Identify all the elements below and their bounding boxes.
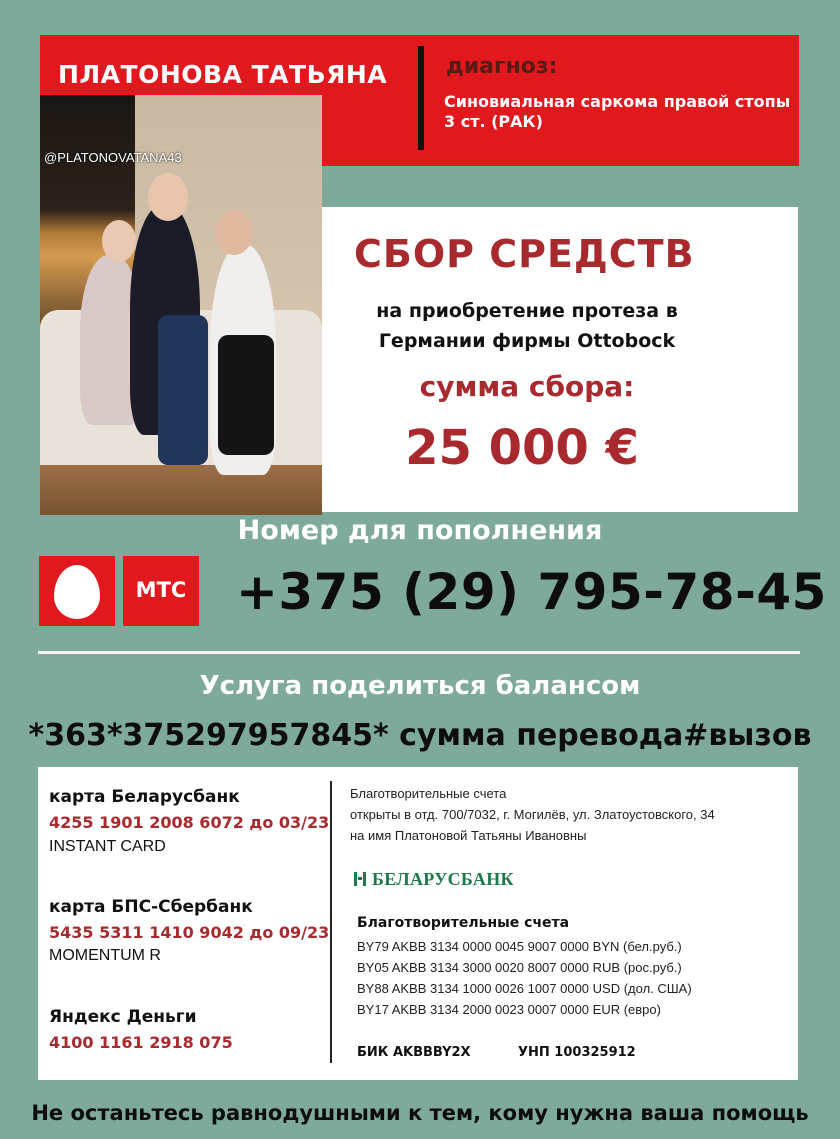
card-number-belarusbank[interactable]: 4255 1901 2008 6072 до 03/23	[49, 813, 330, 832]
photo-person-right-head	[215, 210, 253, 255]
egg-icon	[54, 565, 100, 619]
accounts-list	[357, 936, 692, 1020]
accounts-note-line3: на имя Платоновой Татьяны Ивановны	[350, 828, 587, 843]
header-divider	[418, 46, 424, 150]
accounts-note	[350, 783, 795, 846]
phone-number[interactable]: +375 (29) 795-78-45	[236, 563, 827, 621]
mts-egg-logo	[39, 556, 115, 626]
fundraiser-purpose-line2: Германии фирмы Ottobock	[378, 330, 676, 352]
accounts-note-line1: Благотворительные счета	[350, 786, 507, 801]
accounts-note-line2: открыты в отд. 700/7032, г. Могилёв, ул. Златоустовского, 34	[350, 807, 715, 822]
belarusbank-logo-text: БЕЛАРУСБАНК	[372, 869, 514, 889]
patient-name: ПЛАТОНОВА ТАТЬЯНА	[58, 60, 388, 89]
bik-code: БИК AKBBBY2X	[357, 1045, 471, 1060]
card-title-yandex: Яндекс Деньги	[49, 1007, 197, 1027]
photo-watermark: @PLATONOVATANA43	[44, 150, 182, 165]
card-type-bps: MOMENTUM R	[49, 947, 161, 964]
photo-person-left-head	[102, 220, 136, 262]
fundraiser-purpose-line1: на приобретение протеза в	[376, 300, 678, 322]
unp-code: УНП 100325912	[518, 1045, 636, 1060]
card-number-bps[interactable]: 5435 5311 1410 9042 до 09/23	[49, 923, 330, 942]
share-balance-title: Услуга поделиться балансом	[199, 671, 641, 701]
topup-title: Номер для пополнения	[237, 515, 603, 546]
belarusbank-mark-icon	[354, 872, 366, 886]
section-divider	[38, 651, 800, 654]
photo-floor	[40, 465, 322, 515]
photo-person-center-legs	[158, 315, 208, 465]
sum-value: 25 000 €	[405, 420, 639, 476]
account-eur[interactable]: BY17 AKBB 3134 2000 0023 0007 0000 EUR (евро)	[357, 1002, 661, 1017]
photo-person-center-head	[148, 173, 188, 221]
photo-person-right-legs	[218, 335, 274, 455]
footer-appeal: Не останьтесь равнодушными к тем, кому нужна ваша помощь	[31, 1101, 809, 1125]
diagnosis-label: диагноз:	[446, 54, 558, 79]
sum-label: сумма сбора:	[419, 370, 635, 403]
mts-text-logo	[123, 556, 199, 626]
belarusbank-logo	[354, 869, 514, 890]
ussd-code[interactable]: *363*375297957845* сумма перевода#вызов	[28, 718, 812, 753]
account-usd[interactable]: BY88 AKBB 3134 1000 0026 1007 0000 USD (дол. США)	[357, 981, 692, 996]
account-byn[interactable]: BY79 AKBB 3134 0000 0045 9007 0000 BYN (бел.руб.)	[357, 939, 682, 954]
fundraiser-purpose	[322, 296, 732, 356]
card-number-yandex[interactable]: 4100 1161 2918 075	[49, 1033, 233, 1052]
diagnosis-text: Синовиальная саркома правой стопы 3 ст. (РАК)	[444, 92, 791, 131]
card-title-belarusbank: карта Беларусбанк	[49, 787, 240, 807]
account-rub[interactable]: BY05 AKBB 3134 3000 0020 8007 0000 RUB (рос.руб.)	[357, 960, 682, 975]
accounts-heading: Благотворительные счета	[357, 915, 570, 931]
mts-logo-text: МТС	[135, 578, 187, 602]
card-title-bps: карта БПС-Сбербанк	[49, 897, 253, 917]
fundraiser-title: СБОР СРЕДСТВ	[354, 232, 695, 276]
bank-panel-divider	[330, 781, 332, 1063]
card-type-belarusbank: INSTANT CARD	[49, 838, 166, 855]
